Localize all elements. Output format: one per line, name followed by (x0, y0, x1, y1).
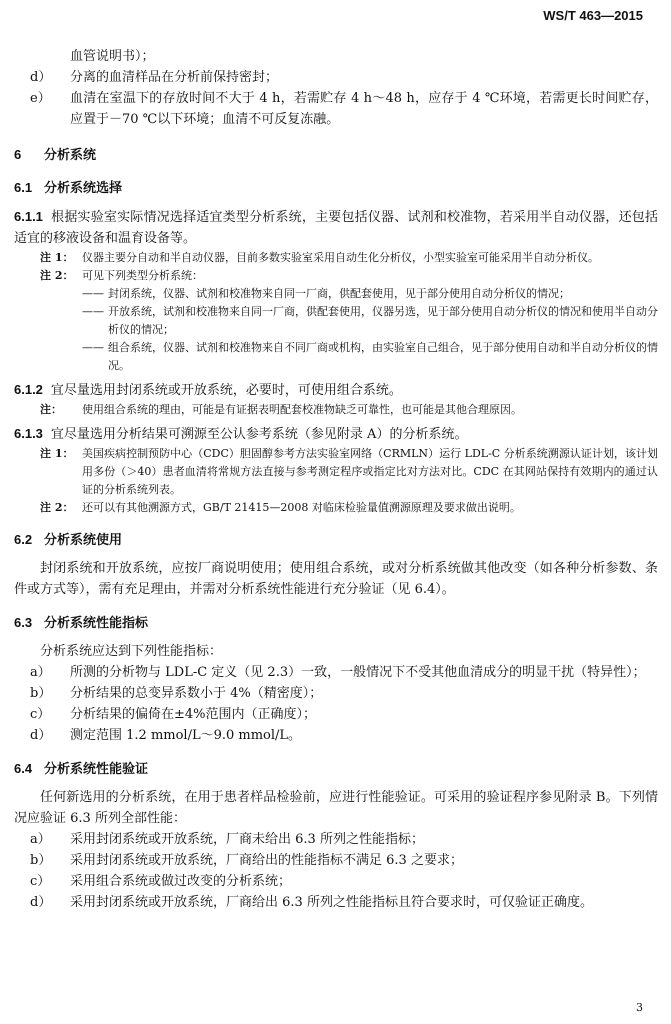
clause-6-1-1 (14, 206, 658, 249)
clause-number: 6.1.3 (14, 426, 43, 441)
clause-text: 根据实验室实际情况选择适宜类型分析系统，主要包括仪器、试剂和校准物，若采用半自动仪器，还包括适宜的移液设备和温育设备等。 (14, 210, 658, 246)
list-text: 采用组合系统或做过改变的分析系统； (70, 874, 292, 889)
note-label: 注 1： (40, 447, 74, 460)
clause-number: 6.1.1 (14, 209, 43, 224)
dash-item (14, 339, 658, 375)
section-title: 分析系统使用 (44, 532, 123, 547)
list-item (14, 871, 658, 892)
list-item (14, 725, 658, 746)
note-text: 美国疾病控制预防中心（CDC）胆固醇参考方法实验室网络（CRMLN）运行 LDL-C 分析系统溯源认证计划，该计划用多份（＞40）患者血清将常规方法直接与参考测定程序或指定比对方法对比。CDC 在其网站保持有效期内的通过认证的分析系统列表。 (82, 447, 658, 496)
list-item (14, 683, 658, 704)
list-item (14, 704, 658, 725)
list-item (14, 88, 658, 130)
list-text: 分析结果的总变异系数小于 4%（精密度）； (70, 686, 323, 701)
clause-6-1-3 (14, 423, 658, 445)
standard-code: WS/T 463—2015 (543, 8, 643, 23)
note-text: 可见下列类型分析系统： (82, 269, 203, 282)
dash-mark: —— (82, 341, 104, 354)
list-label: c） (30, 874, 51, 889)
page-number: 3 (636, 1001, 643, 1014)
section-number: 6.4 (14, 761, 33, 776)
dash-mark: —— (82, 287, 104, 300)
paragraph: 分析系统应达到下列性能指标： (40, 644, 223, 659)
dash-item (14, 303, 658, 339)
list-text: 血清在室温下的存放时间不大于 4 h，若需贮存 4 h～48 h，应存于 4 ℃环境，若需更长时间贮存，应置于－70 ℃以下环境；血清不可反复冻融。 (70, 91, 658, 127)
list-label: c） (30, 707, 51, 722)
section-title: 分析系统 (44, 147, 97, 162)
clause-number: 6.1.2 (14, 382, 43, 397)
list-item (14, 662, 658, 683)
list-text: 分析结果的偏倚在±4%范围内（正确度）； (70, 707, 317, 722)
list-text: 测定范围 1.2 mmol/L～9.0 mmol/L。 (70, 728, 302, 743)
section-heading-6-3 (14, 612, 658, 631)
list-label: d） (30, 70, 52, 85)
note-text: 仪器主要分自动和半自动仪器，目前多数实验室采用自动生化分析仪，小型实验室可能采用半自动分析仪。 (82, 251, 599, 264)
section-number: 6 (14, 147, 22, 162)
list-label: b） (30, 853, 52, 868)
list-text: 所测的分析物与 LDL-C 定义（见 2.3）一致，一般情况下不受其他血清成分的明显干扰（特异性）； (70, 665, 646, 680)
page-content (14, 46, 658, 913)
paragraph: 封闭系统和开放系统，应按厂商说明使用；使用组合系统，或对分析系统做其他改变（如各种分析参数、条件或方式等），需有充足理由，并需对分析系统性能进行充分验证（见 6.4）。 (14, 561, 658, 597)
list-item (14, 892, 658, 913)
section-heading-6-1 (14, 177, 658, 196)
section-title: 分析系统性能验证 (44, 761, 149, 776)
note (14, 401, 658, 419)
dash-mark: —— (82, 305, 104, 318)
continued-line: 血管说明书）； (70, 49, 155, 64)
section-title: 分析系统性能指标 (44, 615, 149, 630)
list-item (14, 850, 658, 871)
dash-text: 组合系统，仪器、试剂和校准物来自不同厂商或机构，由实验室自己组合，见于部分使用自动和半自动分析仪的情况。 (108, 341, 658, 372)
section-title: 分析系统选择 (44, 180, 123, 195)
section-number: 6.3 (14, 615, 33, 630)
section-number: 6.1 (14, 180, 33, 195)
note-text: 使用组合系统的理由，可能是有证据表明配套校准物缺乏可靠性，也可能是其他合理原因。 (82, 403, 522, 416)
note-text: 还可以有其他溯源方式，GB/T 21415—2008 对临床检验量值溯源原理及要求做出说明。 (82, 501, 521, 514)
note (14, 267, 658, 285)
dash-text: 封闭系统，仪器、试剂和校准物来自同一厂商，供配套使用，见于部分使用自动分析仪的情况； (108, 287, 570, 300)
dash-item (14, 285, 658, 303)
note (14, 249, 658, 267)
clause-6-1-2 (14, 379, 658, 401)
list-label: d） (30, 728, 52, 743)
section-heading-6-2 (14, 529, 658, 548)
list-text: 采用封闭系统或开放系统，厂商未给出 6.3 所列之性能指标； (70, 832, 424, 847)
note-label: 注 1： (40, 251, 74, 264)
note-label: 注 2： (40, 269, 74, 282)
paragraph: 任何新选用的分析系统，在用于患者样品检验前，应进行性能验证。可采用的验证程序参见附录 B。下列情况应验证 6.3 所列全部性能： (14, 790, 658, 826)
list-label: b） (30, 686, 52, 701)
list-label: d） (30, 895, 52, 910)
section-number: 6.2 (14, 532, 33, 547)
list-label: a） (30, 832, 51, 847)
section-heading-6-4 (14, 758, 658, 777)
list-item (14, 67, 658, 88)
note-label: 注： (40, 403, 62, 416)
clause-text: 宜尽量选用分析结果可溯源至公认参考系统（参见附录 A）的分析系统。 (50, 427, 468, 442)
note (14, 445, 658, 499)
list-label: e） (30, 91, 51, 106)
list-text: 采用封闭系统或开放系统，厂商给出 6.3 所列之性能指标且符合要求时，可仅验证正确度。 (70, 895, 593, 910)
list-text: 采用封闭系统或开放系统，厂商给出的性能指标不满足 6.3 之要求； (70, 853, 463, 868)
clause-text: 宜尽量选用封闭系统或开放系统，必要时，可使用组合系统。 (50, 383, 402, 398)
list-text: 分离的血清样品在分析前保持密封； (70, 70, 279, 85)
list-item (14, 829, 658, 850)
note (14, 499, 658, 517)
list-label: a） (30, 665, 51, 680)
dash-text: 开放系统，试剂和校准物来自同一厂商，供配套使用，仪器另选，见于部分使用自动分析仪的情况和使用半自动分析仪的情况； (108, 305, 658, 336)
section-heading-6 (14, 144, 658, 163)
note-label: 注 2： (40, 501, 74, 514)
